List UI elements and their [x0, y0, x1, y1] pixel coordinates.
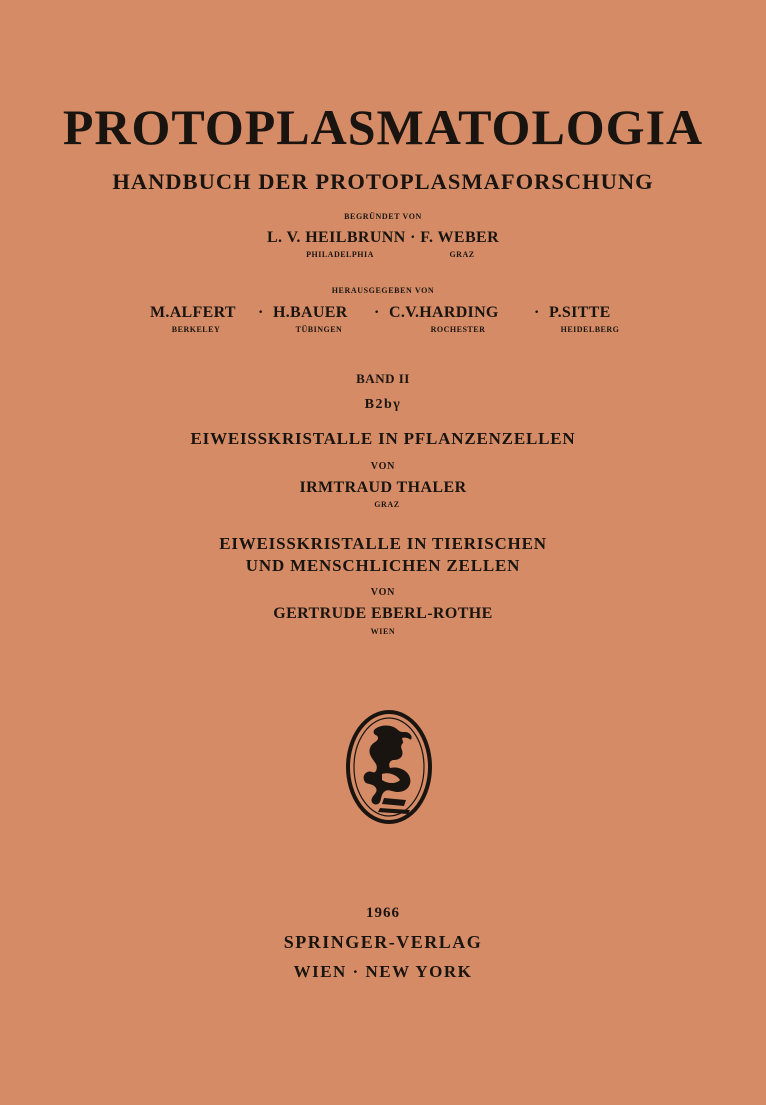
volume-number: BAND II	[356, 371, 410, 386]
editor-separator-1: ·	[258, 304, 264, 321]
series-title: PROTOPLASMATOLOGIA	[62, 99, 704, 155]
work1-title: EIWEISSKRISTALLE IN PFLANZENZELLEN	[190, 429, 576, 448]
by-label-2: VON	[370, 587, 396, 598]
editor-name-1: M.ALFERT	[150, 304, 236, 321]
work2-title-line1: EIWEISSKRISTALLE IN TIERISCHEN	[219, 534, 547, 553]
founder-city-2: GRAZ	[449, 250, 475, 259]
editor-separator-2: ·	[374, 304, 380, 321]
author1-name: IRMTRAUD THALER	[299, 479, 467, 496]
author2-name: GERTRUDE EBERL-ROTHE	[273, 605, 493, 622]
founded-by-label: BEGRÜNDET VON	[344, 212, 422, 221]
editor-city-2: TÜBINGEN	[295, 325, 343, 334]
publisher-cities: WIEN · NEW YORK	[293, 962, 473, 981]
editor-city-1: BERKELEY	[171, 325, 221, 334]
publication-year: 1966	[366, 905, 400, 921]
author2-city: WIEN	[370, 627, 396, 636]
work2-title-line2: UND MENSCHLICHEN ZELLEN	[245, 556, 521, 575]
publisher-name: SPRINGER-VERLAG	[283, 932, 483, 952]
springer-horse-logo-icon	[344, 708, 434, 826]
author1-city: GRAZ	[374, 500, 400, 509]
editor-city-4: HEIDELBERG	[560, 325, 620, 334]
editor-name-2: H.BAUER	[273, 304, 348, 321]
editor-city-3: ROCHESTER	[430, 325, 486, 334]
edited-by-label: HERAUSGEGEBEN VON	[331, 286, 435, 295]
editor-name-3: C.V.HARDING	[389, 304, 499, 321]
editor-name-4: P.SITTE	[549, 304, 611, 321]
volume-part: B2bγ	[364, 397, 402, 412]
editor-separator-3: ·	[534, 304, 540, 321]
by-label-1: VON	[370, 461, 396, 472]
series-subtitle: HANDBUCH DER PROTOPLASMAFORSCHUNG	[112, 169, 654, 194]
founders-names: L. V. HEILBRUNN · F. WEBER	[266, 229, 500, 246]
founder-city-1: PHILADELPHIA	[306, 250, 374, 259]
